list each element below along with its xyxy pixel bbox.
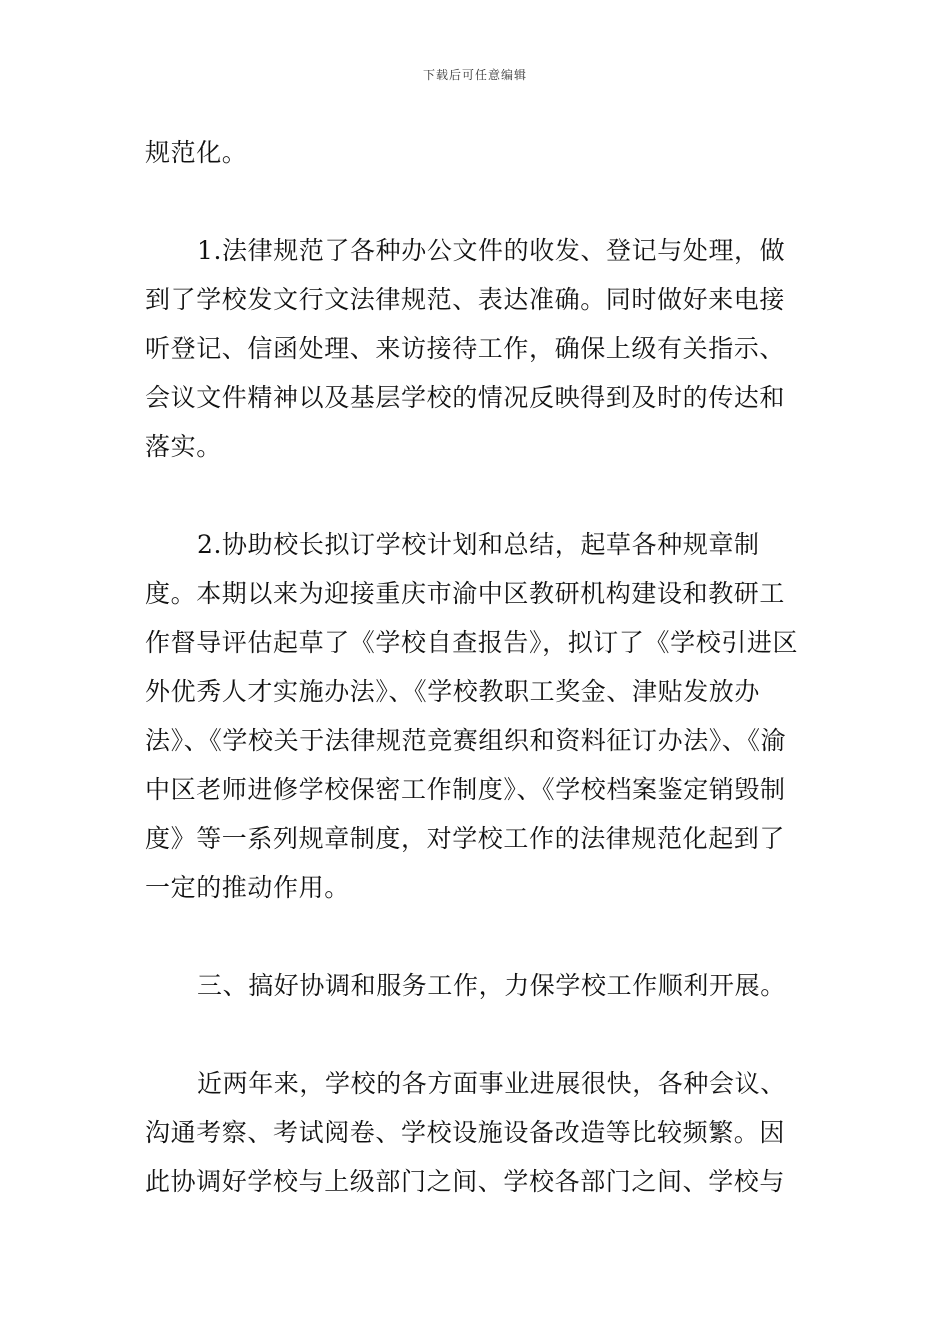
document-body: [145, 128, 810, 1206]
paragraph-continuation: 规范化。: [145, 138, 248, 167]
paragraph-item-1: 1.法律规范了各种办公文件的收发、登记与处理，做到了学校发文行文法律规范、表达准确。同时做好来电接听登记、信函处理、来访接待工作，确保上级有关指示、会议文件精神以及基层学校的情况反映得到及时的传达和落实。: [145, 236, 786, 461]
section-heading-3: 三、搞好协调和服务工作，力保学校工作顺利开展。: [197, 971, 786, 1000]
paragraph-item-2: 2.协助校长拟订学校计划和总结，起草各种规章制度。本期以来为迎接重庆市渝中区教研机构建设和教研工作督导评估起草了《学校自查报告》，拟订了《学校引进区外优秀人才实施办法》、《学校教职工奖金、津贴发放办法》、《学校关于法律规范竞赛组织和资料征订办法》、《渝中区老师进修学校保密工作制度》、《学校档案鉴定销毁制度》等一系列规章制度，对学校工作的法律规范化起到了一定的推动作用。: [145, 530, 799, 902]
paragraph-recent-years: 近两年来，学校的各方面事业进展很快，各种会议、沟通考察、考试阅卷、学校设施设备改造等比较频繁。因此协调好学校与上级部门之间、学校各部门之间、学校与: [145, 1069, 786, 1196]
page-header-watermark: 下载后可任意编辑: [422, 68, 527, 82]
